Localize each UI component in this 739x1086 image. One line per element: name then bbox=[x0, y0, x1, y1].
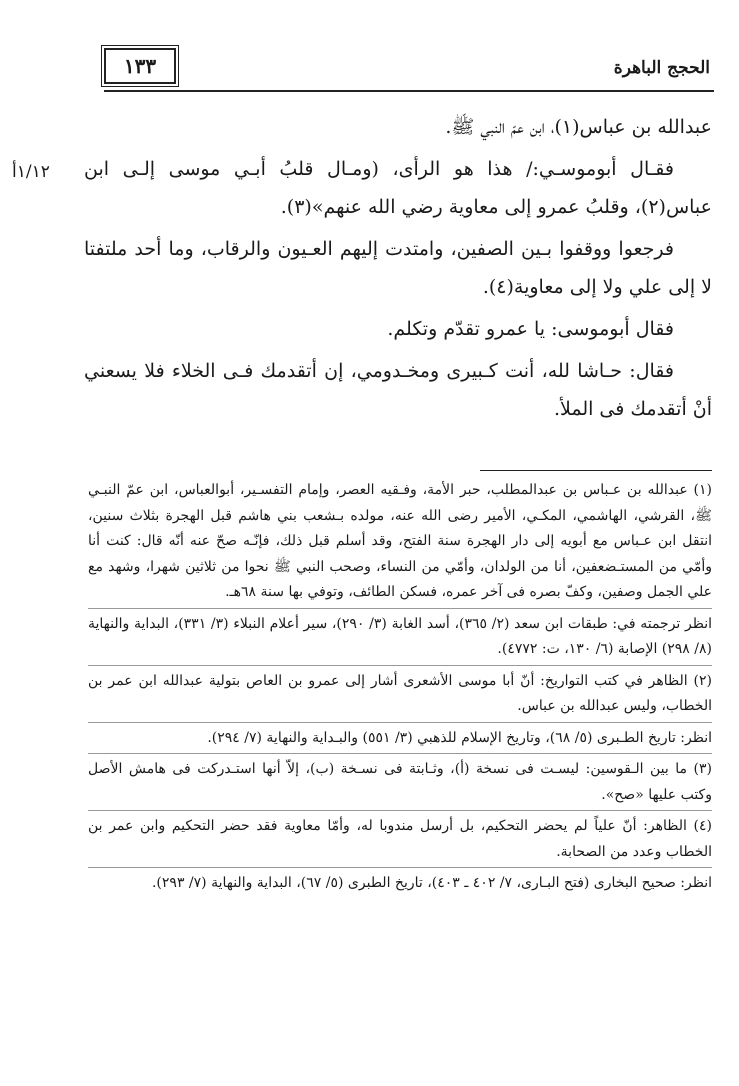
paragraph-5: فقال: حـاشا لله، أنت كـبيرى ومخـدومي، إن أتقدمك فـى الخلاء فلا يسعني أنْ أتقدمك فى الملأ. bbox=[84, 360, 712, 420]
footnote-divider bbox=[88, 810, 712, 811]
footnote-divider bbox=[88, 753, 712, 754]
footnote-divider bbox=[88, 665, 712, 666]
footnote-4: (٤) الظاهر: أنّ علياً لم يحضر التحكيم، بل أرسل مندوبا له، وأمّا معاوية فقد حضر التحكيم وابن عمر بن الخطاب وعدد من الصحابة. bbox=[88, 818, 712, 860]
paragraph-3: فرجعوا ووقفوا بـين الصفين، وامتدت إليهم العـيون والرقاب، وما أحد ملتفتا لا إلى علي ولا إلى معاوية(٤). bbox=[84, 238, 712, 298]
footnote-divider bbox=[88, 722, 712, 723]
main-text bbox=[84, 108, 712, 432]
running-title: الحجج الباهرة bbox=[613, 58, 710, 78]
paragraph-1: عبدالله بن عباس(١)، ابن عمّ النبي ﷺ. bbox=[445, 116, 712, 138]
footnote-divider bbox=[88, 608, 712, 609]
footnote-divider bbox=[88, 867, 712, 868]
paragraph-4: فقال أبوموسى: يا عمرو تقدّم وتكلم. bbox=[387, 318, 674, 340]
footnotes bbox=[88, 478, 712, 897]
footnote-1: (١) عبدالله بن عـباس بن عبدالمطلب، حبر الأمة، وفـقيه العصر، وإمام التفسـير، أبوالعباس، ابن عمّ النبـي ﷺ، القرشي، الهاشمي، المكـي، الأمير رضى الله عنه، مولده بـشعب بني هاشم قبل الهجرة بثلاث سنين، انتقل ابن عـباس مع أبويه إلى دار الهجرة سنة الفتح، وقد أسلم قبل ذلك، فإنّـه صحّ عنه أنّه قال: كنت أنا وأمّي من المستـضعفين، أنا من الولدان، وأمّي من النساء، وصحب النبي ﷺ نحوا من ثلاثين شهرا، وشهد مع علي الجمل وصفين، وكفّ بصره فى آخر عمره، فسكن الطائف، وتوفي بها سنة ٦٨هـ. bbox=[88, 482, 712, 600]
page-header bbox=[104, 44, 714, 92]
margin-folio-note: ١/١٢أ bbox=[12, 162, 50, 182]
footnote-1-reference: انظر ترجمته في: طبقات ابن سعد (٢/ ٣٦٥)، أسد الغابة (٣/ ٢٩٠)، سير أعلام النبلاء (٣/ ٣٣١)، البداية والنهاية (٨/ ٢٩٨) الإصابة (٦/ ١٣٠، ت: ٤٧٧٢). bbox=[88, 615, 713, 657]
page-number: ١٣٣ bbox=[104, 48, 176, 84]
paragraph-2: فقـال أبوموسـي:/ هذا هو الرأى، (ومـال قلبُ أبـي موسى إلـى ابن عباس(٢)، وقلبُ عمرو إلى معاوية رضي الله عنهم»(٣). bbox=[84, 158, 712, 218]
footnote-rule bbox=[480, 470, 712, 471]
footnote-2-reference: انظر: تاريخ الطـبرى (٥/ ٦٨)، وتاريخ الإسلام للذهبي (٣/ ٥٥١) والبـداية والنهاية (٧/ ٢٩٤). bbox=[207, 729, 712, 746]
footnote-4-reference: انظر: صحيح البخارى (فتح البـارى، ٧/ ٤٠٢ ـ ٤٠٣)، تاريخ الطبرى (٥/ ٦٧)، البداية والنهاية (٧/ ٢٩٣). bbox=[151, 875, 712, 891]
footnote-3: (٣) ما بين الـقوسين: ليسـت فى نسخة (أ)، وثـابتة فى نسـخة (ب)، إلاّ أنها استـدركت فى هامش الأصل وكتب عليها «صح». bbox=[88, 761, 712, 803]
footnote-2: (٢) الظاهر في كتب التواريخ: أنّ أبا موسى الأشعرى أشار إلى عمرو بن العاص بتولية عبدالله ابن عمر بن الخطاب، وليس عبدالله بن عباس. bbox=[88, 672, 712, 714]
